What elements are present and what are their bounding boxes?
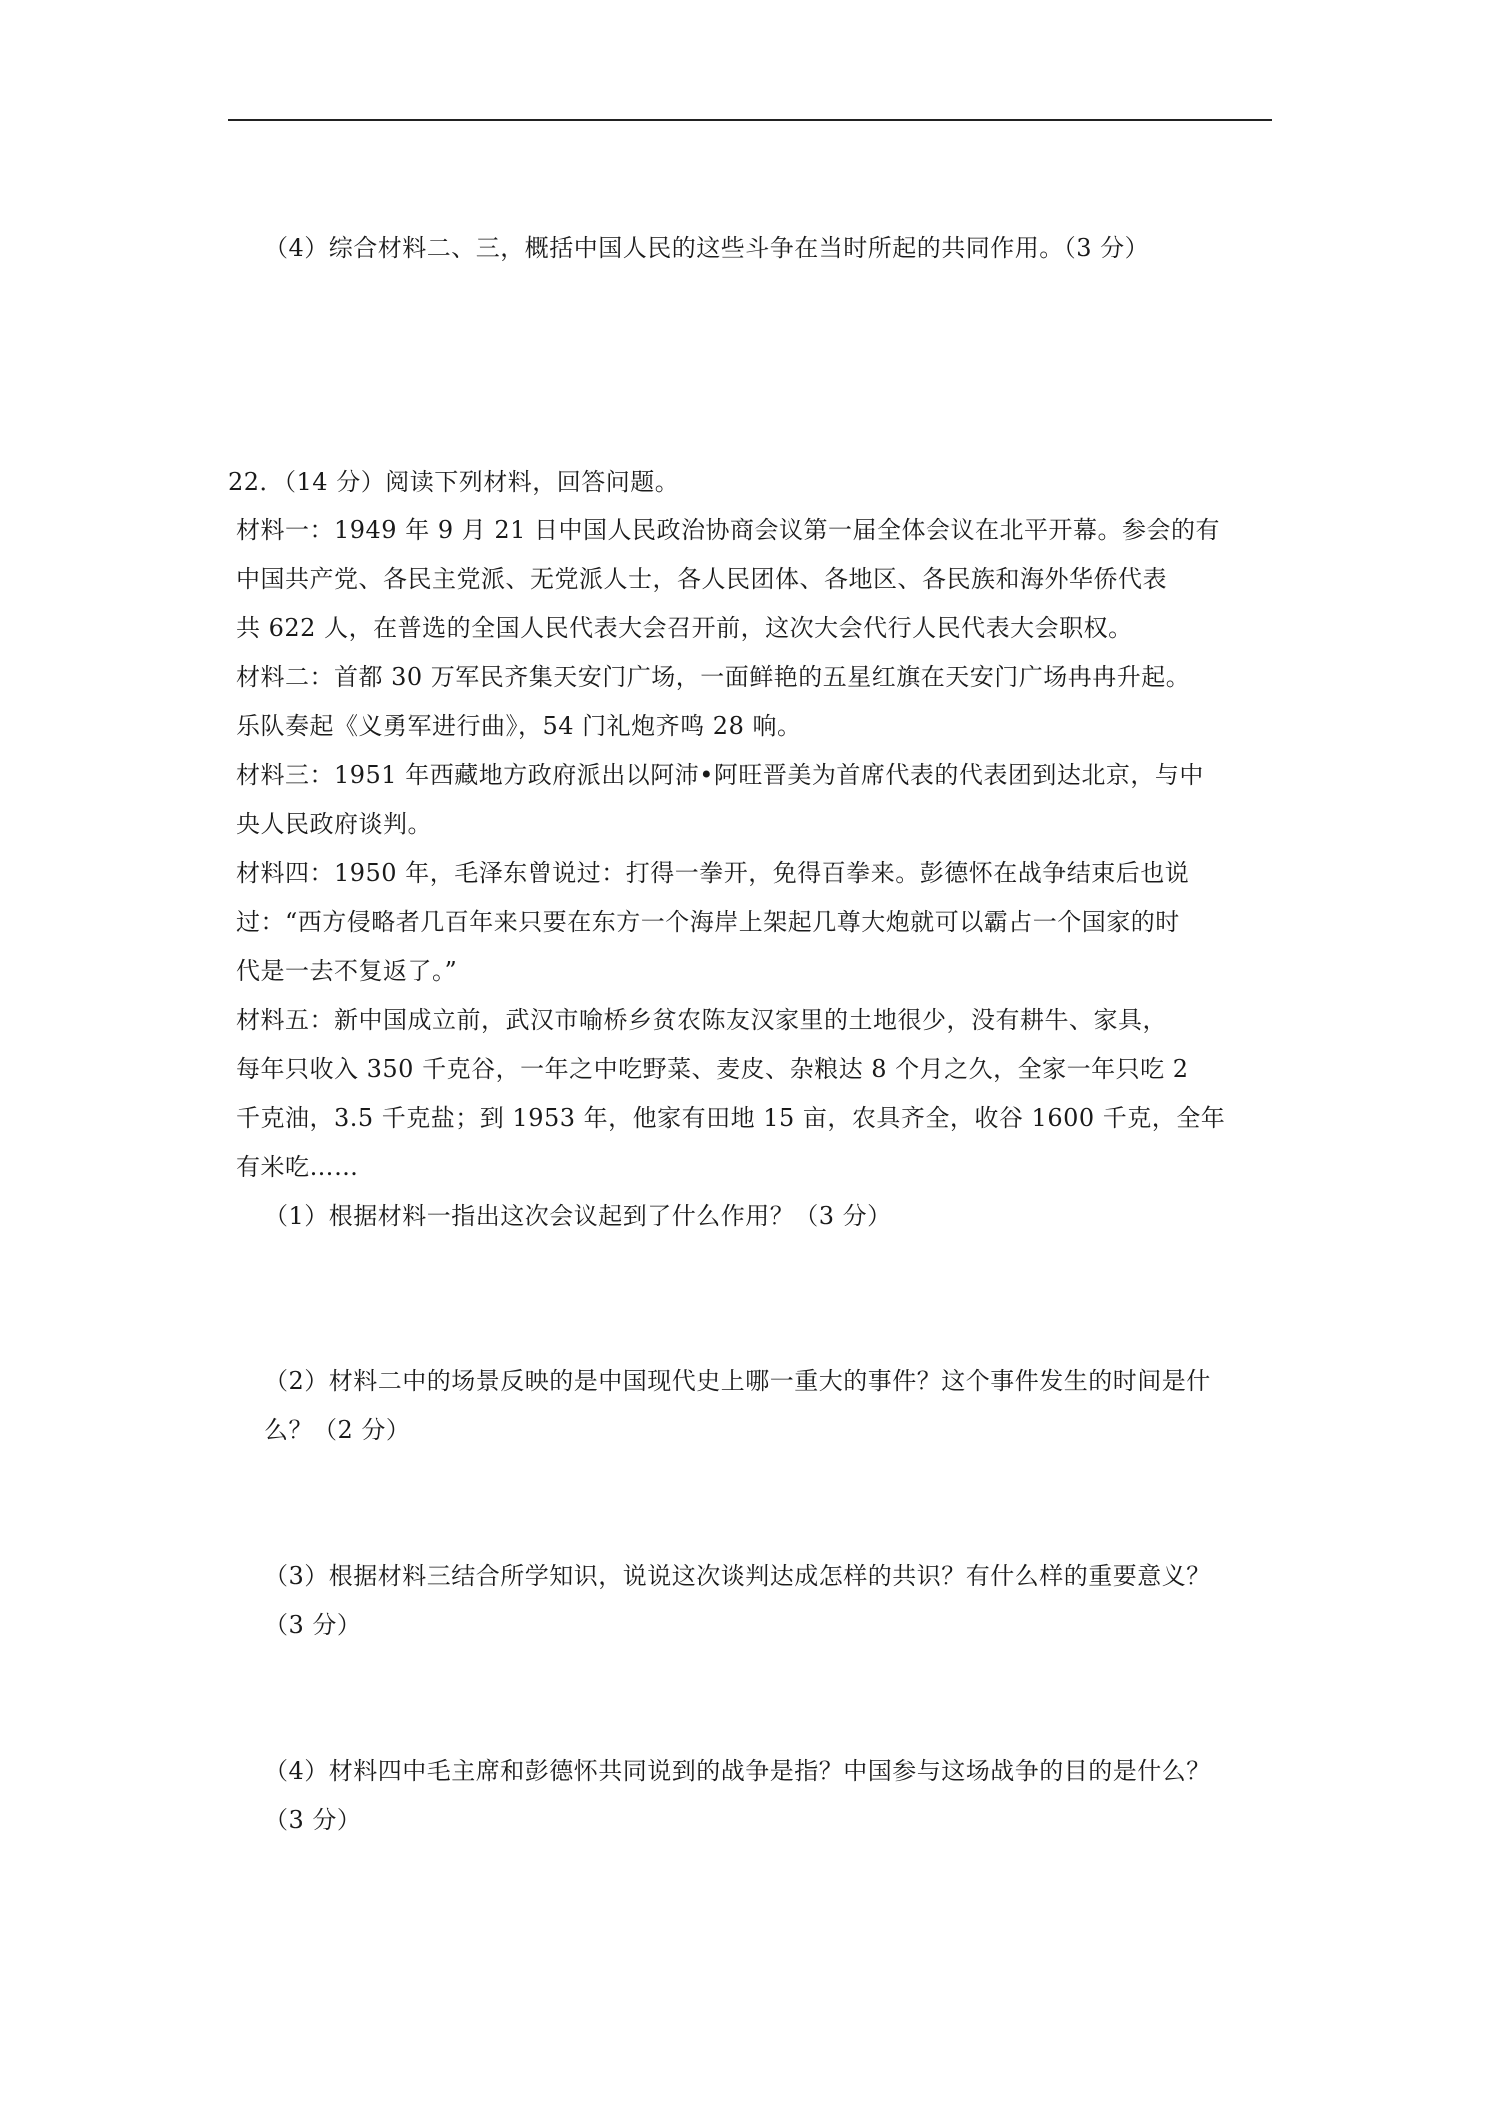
sub-question-3-line: （3 分） [264, 1611, 362, 1639]
material-4-line: 材料四：1950 年，毛泽东曾说过：打得一拳开，免得百拳来。彭德怀在战争结束后也说 [236, 859, 1190, 887]
sub-question-2-line: （2）材料二中的场景反映的是中国现代史上哪一重大的事件？这个事件发生的时间是什 [264, 1367, 1211, 1395]
header-rule [228, 119, 1272, 121]
sub-question-4-line: （4）材料四中毛主席和彭德怀共同说到的战争是指？中国参与这场战争的目的是什么？ [264, 1757, 1211, 1785]
material-2-line: 材料二：首都 30 万军民齐集天安门广场，一面鲜艳的五星红旗在天安门广场冉冉升起。 [236, 663, 1191, 691]
material-1-line: 共 622 人，在普选的全国人民代表大会召开前，这次大会代行人民代表大会职权。 [236, 614, 1133, 642]
sub-question-1: （1）根据材料一指出这次会议起到了什么作用？（3 分） [264, 1202, 892, 1230]
material-5-line: 材料五：新中国成立前，武汉市喻桥乡贫农陈友汉家里的土地很少，没有耕牛、家具， [236, 1006, 1167, 1034]
material-1-line: 中国共产党、各民主党派、无党派人士，各人民团体、各地区、各民族和海外华侨代表 [236, 565, 1167, 593]
question-22-header: 22．（14 分）阅读下列材料，回答问题。 [228, 468, 680, 496]
material-4-line: 过：“西方侵略者几百年来只要在东方一个海岸上架起几尊大炮就可以霸占一个国家的时 [236, 908, 1180, 936]
sub-question-2-line: 么？（2 分） [264, 1416, 411, 1444]
material-5-line: 每年只收入 350 千克谷，一年之中吃野菜、麦皮、杂粮达 8 个月之久，全家一年只吃 2 [236, 1055, 1189, 1083]
material-5-line: 千克油，3.5 千克盐；到 1953 年，他家有田地 15 亩，农具齐全，收谷 1600 千克，全年 [236, 1104, 1226, 1132]
material-2-line: 乐队奏起《义勇军进行曲》，54 门礼炮齐鸣 28 响。 [236, 712, 802, 740]
material-5-line: 有米吃…… [236, 1153, 359, 1181]
sub-question-4-line: （3 分） [264, 1806, 362, 1834]
material-3-line: 材料三：1951 年西藏地方政府派出以阿沛•阿旺晋美为首席代表的代表团到达北京，与中 [236, 761, 1204, 789]
sub-question-3-line: （3）根据材料三结合所学知识，说说这次谈判达成怎样的共识？有什么样的重要意义？ [264, 1562, 1211, 1590]
material-1-line: 材料一：1949 年 9 月 21 日中国人民政治协商会议第一届全体会议在北平开幕。参会的有 [236, 516, 1221, 544]
material-4-line: 代是一去不复返了。” [236, 957, 458, 985]
prev-question-part4: （4）综合材料二、三，概括中国人民的这些斗争在当时所起的共同作用。（3 分） [264, 234, 1150, 262]
material-3-line: 央人民政府谈判。 [236, 810, 432, 838]
